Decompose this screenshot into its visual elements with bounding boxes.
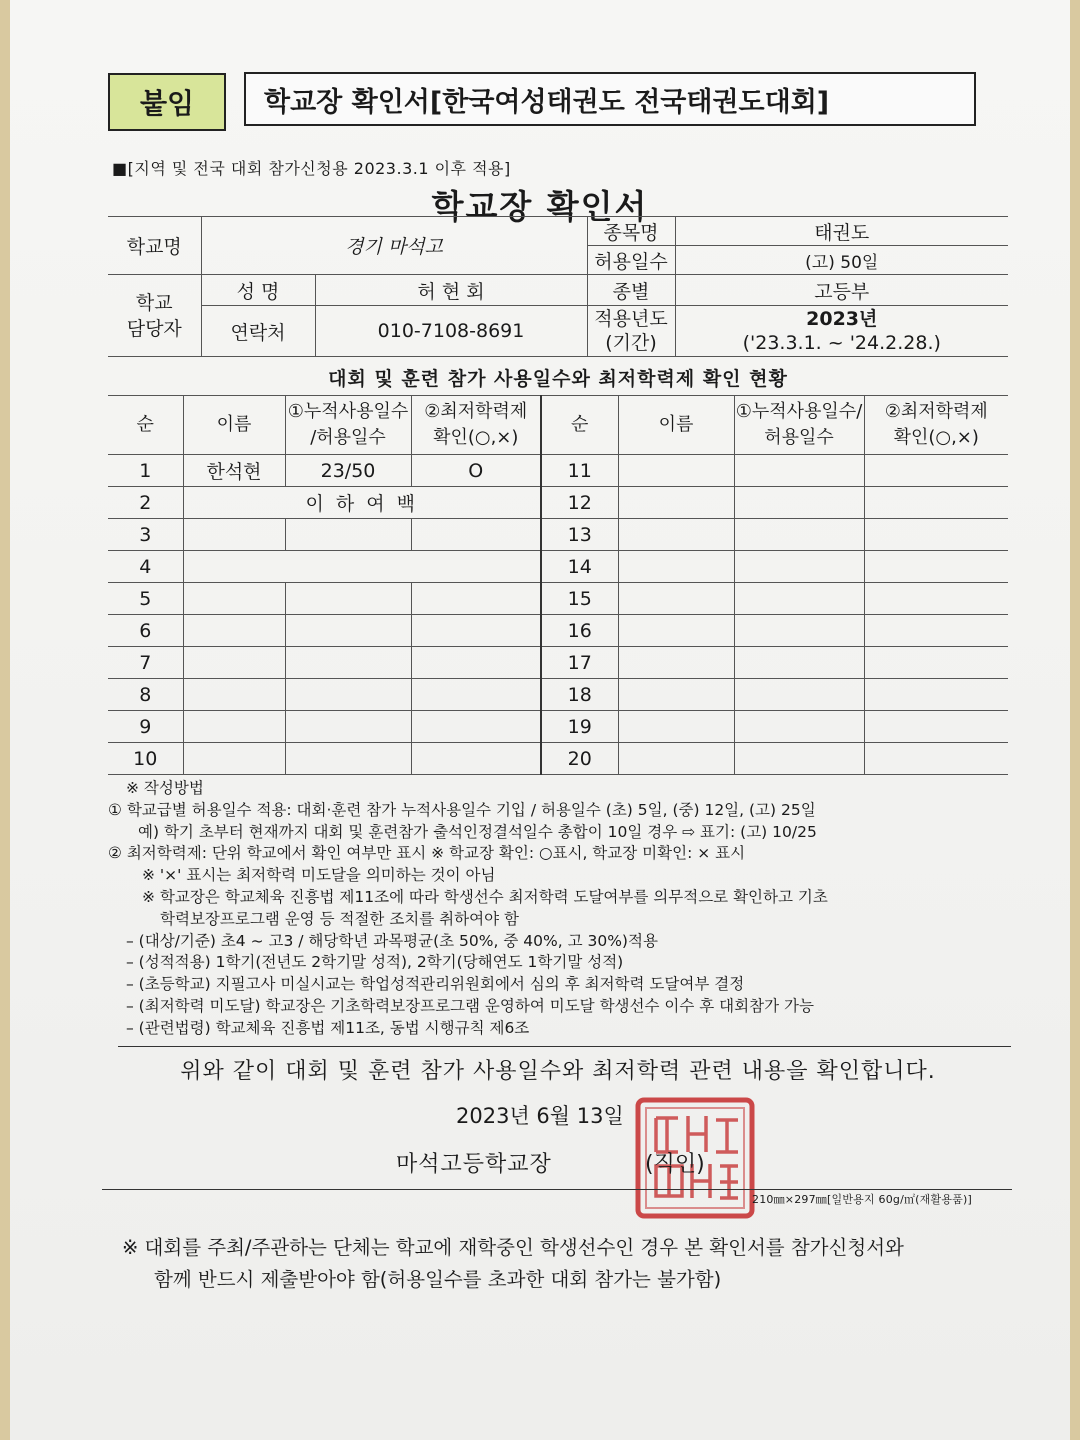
empty-cell <box>618 647 734 679</box>
header-name: 이름 <box>183 396 285 455</box>
empty-cell <box>734 647 864 679</box>
empty-cell <box>285 647 411 679</box>
header-days-line2: /허용일수 <box>310 427 386 448</box>
document-title: 학교장 확인서 <box>431 187 649 226</box>
contact-value: 010-7108-8691 <box>315 306 587 357</box>
empty-cell <box>618 551 734 583</box>
empty-cell <box>734 551 864 583</box>
header-min-line2: 확인(○,×) <box>433 427 519 448</box>
note-line: 예) 학기 초부터 현재까지 대회 및 훈련참가 출석인정결석일수 총합이 10일 경우 ⇨ 표기: (고) 10/25 <box>138 822 817 841</box>
year-value-line1: 2023년 <box>806 308 878 330</box>
year-label-line2: (기간) <box>605 332 657 354</box>
row-number: 16 <box>541 615 618 647</box>
empty-cell <box>618 455 734 487</box>
row-number: 3 <box>108 519 183 551</box>
header-min-right-line1: ②최저학력제 <box>884 401 988 422</box>
empty-cell <box>734 615 864 647</box>
empty-cell <box>183 519 285 551</box>
year-label-line1: 적용년도 <box>594 308 668 330</box>
empty-cell <box>411 519 541 551</box>
empty-cell <box>618 679 734 711</box>
empty-cell <box>285 583 411 615</box>
empty-cell <box>411 647 541 679</box>
empty-cell <box>864 551 1008 583</box>
row-number: 8 <box>108 679 183 711</box>
header-min <box>411 396 541 455</box>
event-value: 태권도 <box>675 217 1008 246</box>
row-number: 12 <box>541 487 618 519</box>
header-days-line1: ①누적사용일수 <box>287 401 409 422</box>
empty-cell <box>285 519 411 551</box>
year-value <box>675 306 1008 357</box>
participation-table <box>108 395 1008 775</box>
row-number: 19 <box>541 711 618 743</box>
empty-cell <box>734 743 864 775</box>
student-min-check: O <box>411 455 541 487</box>
empty-cell <box>734 679 864 711</box>
row-number: 20 <box>541 743 618 775</box>
note-line: – (최저학력 미도달) 학교장은 기초학력보장프로그램 운영하여 미도달 학생선수 이수 후 대회참가 가능 <box>126 996 814 1015</box>
note-line: ※ 학교장은 학교체육 진흥법 제11조에 따라 학생선수 최저학력 도달여부를 의무적으로 확인하고 기초 <box>142 887 828 906</box>
row-number: 9 <box>108 711 183 743</box>
empty-cell <box>864 679 1008 711</box>
note-line: – (성적적용) 1학기(전년도 2학기말 성적), 2학기(당해연도 1학기말 성적) <box>126 953 624 972</box>
empty-cell <box>183 743 285 775</box>
empty-cell <box>734 455 864 487</box>
header-min-right-line2: 확인(○,×) <box>893 427 979 448</box>
writing-instructions <box>108 778 1013 1040</box>
row-number: 13 <box>541 519 618 551</box>
row-number: 10 <box>108 743 183 775</box>
empty-cell <box>864 519 1008 551</box>
header-days-right-line2: 허용일수 <box>764 427 834 448</box>
divider <box>118 1046 1011 1047</box>
manager-label-line2: 담당자 <box>126 317 182 340</box>
school-name-value: 경기 마석고 <box>201 217 587 275</box>
empty-cell <box>411 583 541 615</box>
empty-cell <box>618 711 734 743</box>
note-line: ※ '×' 표시는 최저학력 미도달을 의미하는 것이 아님 <box>142 866 496 885</box>
row-number: 18 <box>541 679 618 711</box>
empty-cell <box>864 487 1008 519</box>
footnote-line: ※ 대회를 주최/주관하는 단체는 학교에 재학중인 학생선수인 경우 본 확인서를 참가신청서와 <box>122 1236 904 1259</box>
empty-cell <box>864 647 1008 679</box>
empty-cell <box>618 487 734 519</box>
empty-cell <box>734 519 864 551</box>
allowed-days-value: (고) 50일 <box>675 246 1008 275</box>
school-name-label: 학교명 <box>108 217 201 275</box>
notes-title: ※ 작성방법 <box>126 779 204 797</box>
empty-cell <box>183 551 541 583</box>
year-label <box>587 306 675 357</box>
empty-cell <box>618 583 734 615</box>
row-number: 1 <box>108 455 183 487</box>
empty-cell <box>285 615 411 647</box>
row-number: 17 <box>541 647 618 679</box>
note-line: ① 학교급별 허용일수 적용: 대회·훈련 참가 누적사용일수 기입 / 허용일수 (초) 5일, (중) 12일, (고) 25일 <box>108 800 816 819</box>
student-days: 23/50 <box>285 455 411 487</box>
empty-cell <box>734 487 864 519</box>
empty-cell <box>864 583 1008 615</box>
empty-cell <box>183 711 285 743</box>
blank-below-text: 이 하 여 백 <box>183 487 541 519</box>
header-no-right: 순 <box>541 396 618 455</box>
empty-cell <box>618 615 734 647</box>
student-name: 한석현 <box>183 455 285 487</box>
empty-cell <box>411 743 541 775</box>
submission-footnote <box>122 1232 904 1296</box>
empty-cell <box>183 679 285 711</box>
issue-date: 2023년 6월 13일 <box>456 1104 624 1128</box>
year-period: ('23.3.1. ~ '24.2.28.) <box>742 332 941 354</box>
event-label: 종목명 <box>587 217 675 246</box>
seal-label: (직인) <box>645 1152 705 1177</box>
empty-cell <box>864 743 1008 775</box>
applicability-note: ■[지역 및 전국 대회 참가신청용 2023.3.1 이후 적용] <box>112 159 511 178</box>
header-no: 순 <box>108 396 183 455</box>
principal-name: 마석고등학교장 <box>396 1152 552 1177</box>
empty-cell <box>864 455 1008 487</box>
note-line: – (대상/기준) 초4 ~ 고3 / 해당학년 과목평균(초 50%, 중 40%, 고 30%)적용 <box>126 931 658 950</box>
class-value: 고등부 <box>675 275 1008 306</box>
manager-label-line1: 학교 <box>135 291 173 314</box>
section-title: 대회 및 훈련 참가 사용일수와 최저학력제 확인 현황 <box>328 368 788 390</box>
header-days-right <box>734 396 864 455</box>
manager-label <box>108 275 201 357</box>
header-days-right-line1: ①누적사용일수/ <box>735 401 863 422</box>
header-min-line1: ②최저학력제 <box>424 401 528 422</box>
header-name-right: 이름 <box>618 396 734 455</box>
empty-cell <box>618 519 734 551</box>
row-number: 5 <box>108 583 183 615</box>
empty-cell <box>864 615 1008 647</box>
empty-cell <box>864 711 1008 743</box>
empty-cell <box>285 743 411 775</box>
note-line: – (초등학교) 지필고사 미실시교는 학업성적관리위원회에서 심의 후 최저학력 도달여부 결정 <box>126 975 745 994</box>
empty-cell <box>734 711 864 743</box>
empty-cell <box>183 615 285 647</box>
empty-cell <box>183 583 285 615</box>
divider <box>102 1189 1012 1190</box>
empty-cell <box>285 679 411 711</box>
footnote-line: 함께 반드시 제출받아야 함(허용일수를 초과한 대회 참가는 불가함) <box>154 1268 722 1291</box>
confirmation-statement: 위와 같이 대회 및 훈련 참가 사용일수와 최저학력 관련 내용을 확인합니다. <box>180 1059 936 1084</box>
empty-cell <box>618 743 734 775</box>
empty-cell <box>411 711 541 743</box>
header-min-right <box>864 396 1008 455</box>
info-table <box>108 216 1008 357</box>
row-number: 4 <box>108 551 183 583</box>
person-name-value: 허 현 회 <box>315 275 587 306</box>
header-days <box>285 396 411 455</box>
empty-cell <box>734 583 864 615</box>
row-number: 14 <box>541 551 618 583</box>
row-number: 2 <box>108 487 183 519</box>
contact-label: 연락처 <box>201 306 315 357</box>
row-number: 6 <box>108 615 183 647</box>
note-line: – (관련법령) 학교체육 진흥법 제11조, 동법 시행규칙 제6조 <box>126 1018 530 1037</box>
empty-cell <box>183 647 285 679</box>
row-number: 15 <box>541 583 618 615</box>
person-name-label: 성 명 <box>201 275 315 306</box>
note-line: 학력보장프로그램 운영 등 적절한 조치를 취하여야 함 <box>160 909 519 928</box>
header-title: 학교장 확인서[한국여성태권도 전국태권도대회] <box>244 72 976 126</box>
empty-cell <box>285 711 411 743</box>
row-number: 7 <box>108 647 183 679</box>
paper-spec: 210㎜×297㎜[일반용지 60g/㎡(재활용품)] <box>752 1193 972 1206</box>
row-number: 11 <box>541 455 618 487</box>
note-line: ② 최저학력제: 단위 학교에서 확인 여부만 표시 ※ 학교장 확인: ○표시, 학교장 미확인: × 표시 <box>108 844 746 863</box>
class-label: 종별 <box>587 275 675 306</box>
empty-cell <box>411 615 541 647</box>
attachment-tag: 붙임 <box>108 73 226 131</box>
empty-cell <box>411 679 541 711</box>
allowed-days-label: 허용일수 <box>587 246 675 275</box>
